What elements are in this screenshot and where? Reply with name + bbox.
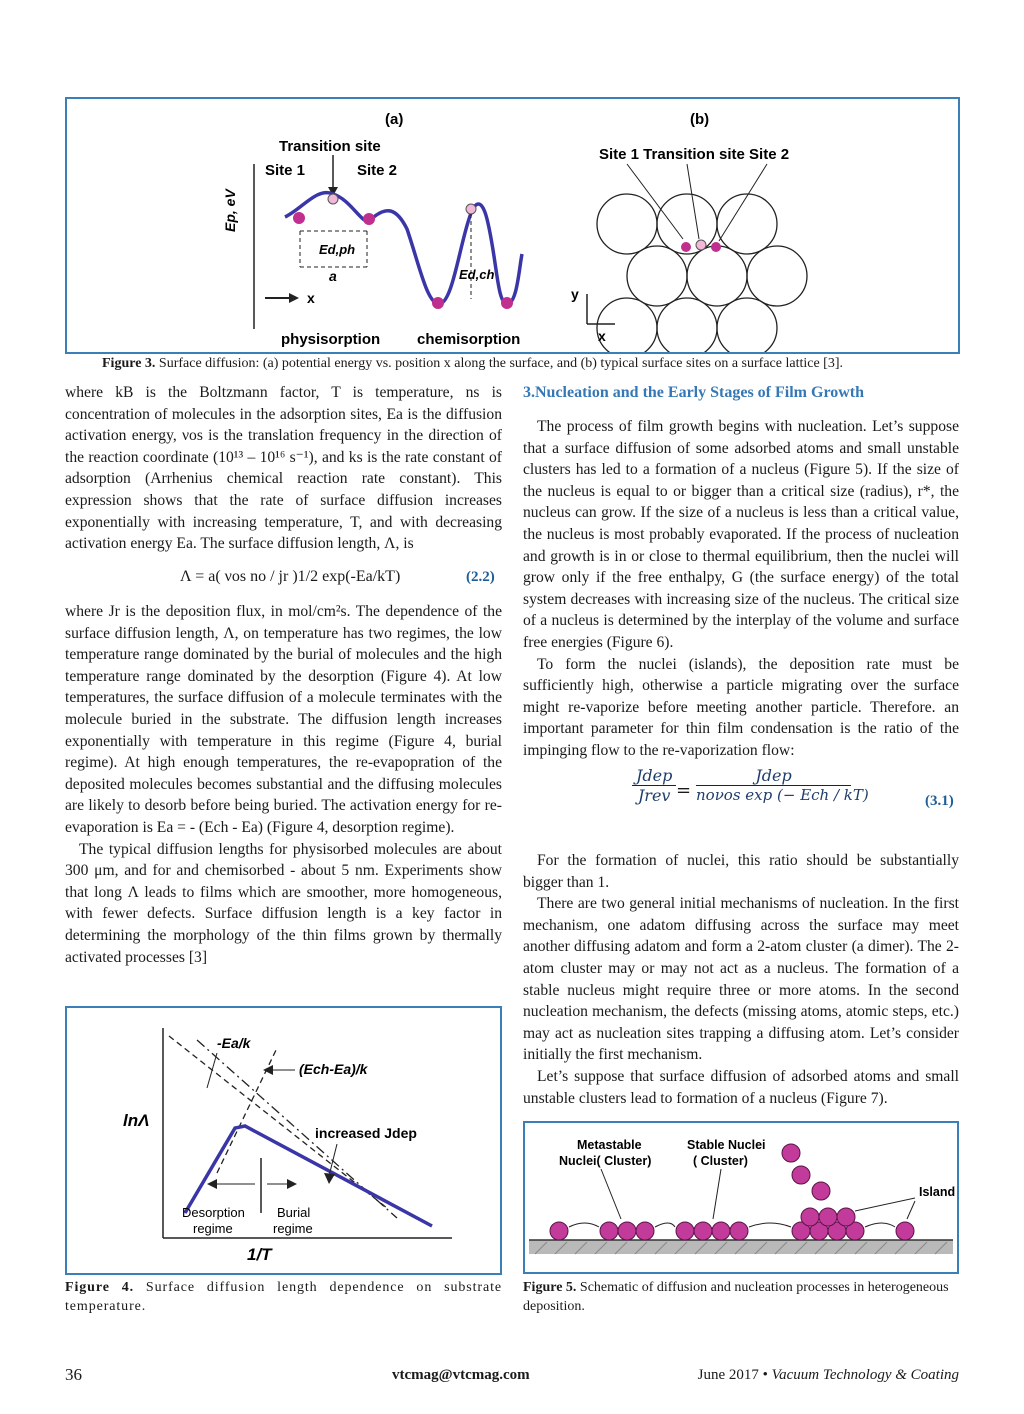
x-label-a: x (307, 290, 315, 306)
figure-3-caption (102, 354, 962, 373)
lattice-circles (597, 194, 807, 352)
x-axis-label-b: x (598, 328, 606, 344)
ed-ph-label: Ed,ph (319, 242, 356, 257)
eq31-rhs-denominator: noνos exp (− Ech / kT) (696, 786, 869, 804)
figure-3-graphic (67, 99, 958, 352)
right-paragraph-5: Let’s suppose that surface diffusion of adsorbed atoms and small unstable clusters lead to formation of a nucleus (Figure 7). (523, 1067, 959, 1107)
increased-jdep-label: increased Jdep (315, 1125, 417, 1141)
figure-4-caption-text: Surface diffusion length dependence on substrate temperature. (65, 1280, 502, 1314)
page-number: 36 (65, 1365, 82, 1384)
figure-5-frame (523, 1121, 959, 1274)
right-column-top (523, 416, 959, 762)
slope2-label: (Ech-Ea)/k (299, 1061, 368, 1077)
eq31-lhs-denominator: Jrev (637, 786, 671, 805)
figure-3-caption-label: Figure 3. (102, 356, 156, 371)
slope1-label: -Ea/k (217, 1035, 251, 1051)
left-paragraph-1: where kB is the Boltzmann factor, T is temperature, ns is concentration of molecules in the adsorption sites, Ea is the diffusion activation energy, νos is the translation frequency in the direction of the reaction coordinate (10¹³ – 10¹⁶ s⁻¹), and ks is the rate constant of adsorption (Arrhenius chemical reaction rate constant). This expression shows that the rate of surface diffusion increases exponentially with increasing temperature, T, and with decreasing activation energy Ea. The surface diffusion length, Λ, is (65, 384, 502, 553)
desorption-regime-label: regime (193, 1221, 233, 1236)
eq31-rhs-numerator: Jdep (696, 766, 851, 786)
figure-4-caption-label: Figure 4. (65, 1280, 135, 1295)
cluster-label: ( Cluster) (693, 1154, 748, 1168)
island-label: Island (919, 1185, 956, 1199)
chemisorption-label: chemisorption (417, 331, 521, 348)
right-paragraph-1: The process of film growth begins with nucleation. Let’s suppose that a surface diffusion of some adsorbed atoms and small unstable clusters has led to a formation of a nucleus (Figure 5). If the size of the nucleus is equal to or bigger than a critical size (radius), r*, the nucleus can grow. If the size of a nucleus is less than a critical value, the nucleus is most probably evaporated. If the process of nucleation and growth is in or close to thermal equilibrium, then the nuclei will grow only if the free enthalpy, G (the surface energy) of the total system decreases with increasing size of the nucleus. The critical size of a nucleus is determined by the interplay of the volume and surface free energies (Figure 6). (523, 418, 959, 651)
figure-4-graphic (67, 1008, 500, 1273)
right-paragraph-2: To form the nuclei (islands), the deposition rate must be sufficiently high, otherwise a particle migrating over the surface might re-vaporize before meeting another particle. Therefore. an important parameter for thin film condensation is the ratio of the impinging flow to the re-vaporization flow: (523, 655, 959, 759)
section-heading: 3.Nucleation and the Early Stages of Film Growth (523, 384, 865, 401)
figure-5-graphic (525, 1123, 957, 1272)
equation-2-2 (180, 568, 500, 586)
right-column-bottom (523, 850, 959, 1109)
panel-a-label: (a) (385, 111, 404, 128)
figure-4-frame (65, 1006, 502, 1275)
ed-ch-label: Ed,ch (459, 267, 495, 282)
equation-2-2-text: Λ = a( νos no / jr )1/2 exp(-Ea/kT) (180, 568, 401, 585)
footer-issue-date: June 2017 • (697, 1367, 772, 1383)
fig4-ylabel: lnΛ (123, 1111, 150, 1130)
transition-site-label: Transition site (279, 138, 381, 155)
right-paragraph-4: There are two general initial mechanisms of nucleation. In the first mechanism, one adatom diffusing across the surface may meet another diffusing adatom and form a 2-atom cluster (a dimer). The 2-atom cluster may or may not act as a nucleus. The formation of a stable nucleus might require three or more atoms. In the second nucleation mechanism, the defects (missing atoms, atomic steps, etc.) may act as nucleation sites trapping a diffusing atom. Let’s consider initially the first mechanism. (523, 895, 959, 1064)
burial-regime-label: regime (273, 1221, 313, 1236)
equation-2-2-number: (2.2) (466, 569, 495, 585)
stable-nuclei-label: Stable Nuclei (687, 1138, 766, 1152)
left-paragraph-2: where Jr is the deposition flux, in mol/cm²s. The dependence of the surface diffusion length, Λ, on temperature has two regimes, the low temperature range dominated by the burial of molecules and the high temperature range dominated by the desorption (Figure 4). At low temperatures, the surface diffusion of a molecule terminates with the molecule buried in the substrate. The diffusion length increases exponentially with temperature in this regime (Figure 4, burial regime). At high enough temperatures, the re-evapopration of the deposited molecules becomes substantial and the diffusing molecules are likely to desorb before being buried. The activation energy for re-evaporation is Ea = - (Ech - Ea) (Figure 4, desorption regime). (65, 603, 502, 836)
site1-label: Site 1 (265, 162, 306, 179)
figure-5-caption-label: Figure 5. (523, 1280, 577, 1295)
figure-4-caption (65, 1278, 502, 1316)
lattice-site-labels: Site 1 Transition site Site 2 (599, 146, 790, 163)
burial-label: Burial (277, 1205, 311, 1220)
figure-5-caption (523, 1278, 959, 1316)
metastable-label: Metastable (577, 1138, 642, 1152)
fig3-ylabel: Ep, eV (222, 189, 238, 232)
a-label: a (329, 268, 337, 284)
footer-issue (692, 1367, 959, 1384)
eq31-lhs-numerator: Jdep (632, 766, 676, 786)
site2-label: Site 2 (357, 162, 398, 179)
y-axis-label-b: y (571, 286, 579, 302)
footer-magazine: Vacuum Technology & Coating (771, 1367, 959, 1383)
left-column-middle (65, 601, 502, 968)
figure-3-frame (65, 97, 960, 354)
panel-b-label: (b) (690, 111, 710, 128)
left-paragraph-3: The typical diffusion lengths for physisorbed molecules are about 300 μm, and for and chemisorbed - about 5 nm. Experiments show that long Λ leads to films which are smoother, more homogeneous, with fewer defects. Surface diffusion length is a key factor in determining the morphology of the thin films grown by thermally activated processes [3] (65, 840, 502, 966)
nuclei-cluster-label: Nuclei( Cluster) (559, 1154, 652, 1168)
equation-3-1-number: (3.1) (925, 793, 954, 809)
figure-5-caption-text: Schematic of diffusion and nucleation processes in heterogeneous deposition. (523, 1280, 949, 1314)
fig4-xlabel: 1/T (247, 1245, 272, 1264)
desorption-label: Desorption (182, 1205, 245, 1220)
left-column-top (65, 382, 502, 555)
figure-3-caption-text: Surface diffusion: (a) potential energy vs. position x along the surface, and (b) typical surface sites on a surface lattice [3]. (155, 356, 843, 371)
physisorption-label: physisorption (281, 331, 381, 348)
equation-3-1: Jdep Jrev = Jdep noνos exp (− Ech / kT) (600, 766, 960, 836)
right-paragraph-3: For the formation of nuclei, this ratio should be substantially bigger than 1. (523, 852, 959, 891)
footer-email: vtcmag@vtcmag.com (392, 1367, 530, 1383)
